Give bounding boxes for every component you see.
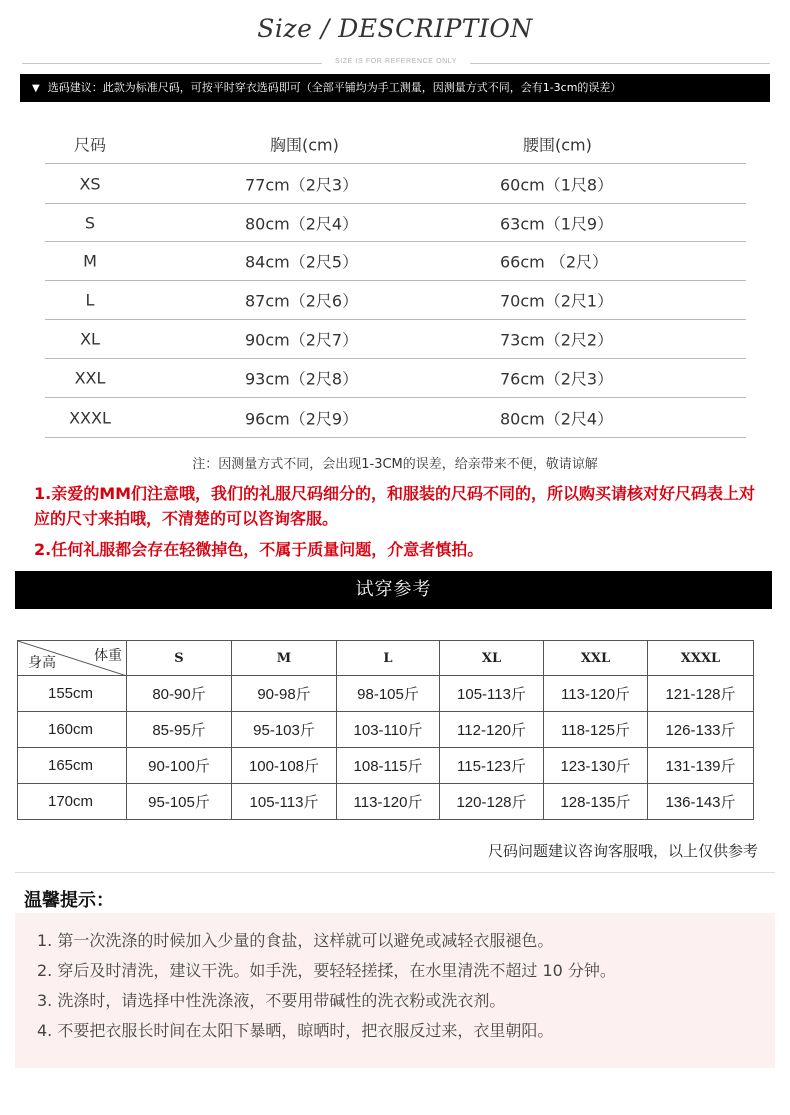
fit-weight-cell: 126-133斤 [648,712,754,748]
bust-value: 80cm（2尺4） [245,214,359,233]
size-advice-text: 选码建议：此款为标准尺码，可按平时穿衣选码即可（全部平铺均为手工测量，因测量方式不同，会有1-3cm的误差） [47,81,622,94]
waist-value: 66cm （2尺） [500,252,609,272]
fit-weight-cell: 100-108斤 [232,748,337,784]
fit-row [18,784,754,820]
bust-value: 96cm（2尺9） [245,409,359,428]
bust-value: 84cm（2尺5） [245,252,359,272]
fit-corner-cell [18,641,127,676]
fit-header-l: L [337,641,440,676]
size-code: L [85,290,95,310]
fit-header-xl: XL [440,641,544,676]
fit-height-cell: 160cm [18,712,127,748]
fit-weight-cell: 95-103斤 [232,712,337,748]
fit-weight-cell: 85-95斤 [127,712,232,748]
fit-header-row [18,641,754,676]
reference-note: 尺码问题建议咨询客服哦，以上仅供参考 [487,842,758,860]
fit-weight-cell: 123-130斤 [544,748,648,784]
fit-weight-cell: 115-123斤 [440,748,544,784]
size-row [45,398,746,438]
header-bust: 胸围(cm) [270,135,339,154]
size-code: S [84,213,96,232]
fit-header-m: M [232,641,337,676]
warm-tips-title: 温馨提示： [24,890,114,911]
size-code: XXL [74,368,106,388]
fit-header-xxl: XXL [544,641,648,676]
fit-row [18,676,754,712]
size-row [45,242,746,281]
subtitle-rule-right [470,63,770,64]
warm-tip-4: 4. 不要把衣服长时间在太阳下暴晒，晾晒时，把衣服反过来，衣里朝阳。 [37,1021,554,1040]
fit-height-cell: 155cm [18,676,127,712]
fit-header-xxxl: XXXL [648,641,754,676]
size-code: XL [80,329,100,349]
fit-weight-cell: 112-120斤 [440,712,544,748]
fit-weight-cell: 128-135斤 [544,784,648,820]
fit-row [18,712,754,748]
size-code: XXXL [69,408,111,427]
fit-reference-table [17,640,754,820]
waist-value: 60cm（1尺8） [500,175,614,194]
fit-weight-cell: 136-143斤 [648,784,754,820]
bust-value: 90cm（2尺7） [245,330,359,350]
fit-weight-cell: 105-113斤 [440,676,544,712]
size-row [45,164,746,204]
waist-value: 80cm（2尺4） [500,409,614,428]
fit-row [18,748,754,784]
fit-weight-cell: 120-128斤 [440,784,544,820]
fit-weight-cell: 105-113斤 [232,784,337,820]
divider [15,872,775,873]
fit-weight-cell: 103-110斤 [337,712,440,748]
weight-label: 体重 [94,648,122,664]
bust-value: 87cm（2尺6） [245,291,359,311]
fit-weight-cell: 95-105斤 [127,784,232,820]
fit-weight-cell: 90-100斤 [127,748,232,784]
subtitle: SIZE IS FOR REFERENCE ONLY [334,58,458,65]
header-size: 尺码 [73,135,106,154]
fit-weight-cell: 113-120斤 [337,784,440,820]
fit-weight-cell: 90-98斤 [232,676,337,712]
waist-value: 73cm（2尺2） [500,330,614,350]
fit-reference-title: 试穿参考 [15,571,772,609]
size-notice-2: 2.任何礼服都会存在轻微掉色，不属于质量问题，介意者慎拍。 [34,540,484,559]
size-row [45,281,746,320]
fit-height-cell: 165cm [18,748,127,784]
triangle-down-icon: ▼ [32,83,40,94]
warm-tip-2: 2. 穿后及时清洗，建议干洗。如手洗，要轻轻搓揉，在水里清洗不超过 10 分钟。 [37,961,616,980]
warm-tip-1: 1. 第一次洗涤的时候加入少量的食盐，这样就可以避免或减轻衣服褪色。 [37,931,554,950]
height-label: 身高 [28,655,56,671]
size-code: XS [79,174,101,193]
fit-height-cell: 170cm [18,784,127,820]
warm-tip-3: 3. 洗涤时，请选择中性洗涤液，不要用带碱性的洗衣粉或洗衣剂。 [37,991,506,1010]
header-waist: 腰围(cm) [523,135,592,154]
fit-header-s: S [127,641,232,676]
fit-weight-cell: 80-90斤 [127,676,232,712]
size-table-header [45,124,746,164]
measurement-note: 注：因测量方式不同，会出现1-3CM的误差，给亲带来不便，敬请谅解 [192,457,598,472]
size-row [45,359,746,398]
fit-weight-cell: 98-105斤 [337,676,440,712]
fit-weight-cell: 113-120斤 [544,676,648,712]
waist-value: 76cm（2尺3） [500,369,614,389]
bust-value: 93cm（2尺8） [245,369,359,389]
subtitle-line [22,58,770,68]
warm-tips-box [15,913,775,1068]
size-notice-1: 1.亲爱的MM们注意哦，我们的礼服尺码细分的，和服装的尺码不同的，所以购买请核对好尺码表上对应的尺寸来拍哦，不清楚的可以咨询客服。 [34,484,756,528]
size-advice-bar [20,74,770,102]
waist-value: 63cm（1尺9） [500,214,614,233]
size-row [45,204,746,242]
fit-weight-cell: 131-139斤 [648,748,754,784]
fit-weight-cell: 118-125斤 [544,712,648,748]
size-code: M [83,251,97,271]
size-row [45,320,746,359]
bust-value: 77cm（2尺3） [245,175,359,194]
waist-value: 70cm（2尺1） [500,291,614,311]
fit-weight-cell: 108-115斤 [337,748,440,784]
fit-weight-cell: 121-128斤 [648,676,754,712]
page-title: Size / DESCRIPTION [257,14,533,43]
